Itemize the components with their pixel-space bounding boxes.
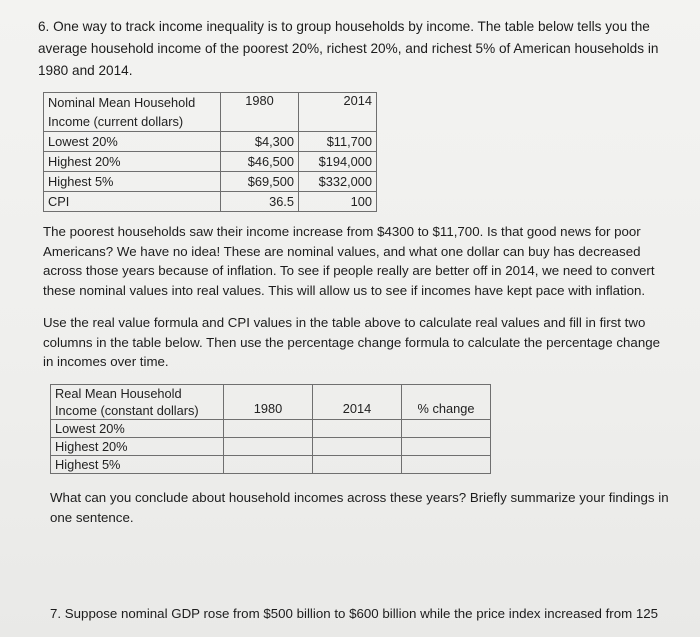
table-header-row bbox=[51, 385, 491, 420]
answer-cell-1980[interactable] bbox=[224, 438, 313, 456]
column-header-1980: 1980 bbox=[221, 93, 299, 132]
paragraph-instructions: Use the real value formula and CPI values in the table above to calculate real values and fill in first two columns in the table below. Then use the percentage change formula to calculate the percentage change in incomes over time. bbox=[43, 315, 661, 370]
cell-1980: $4,300 bbox=[221, 132, 299, 152]
row-label: Highest 5% bbox=[51, 456, 224, 474]
table-row bbox=[44, 192, 377, 212]
table-row bbox=[44, 172, 377, 192]
column-header-2014: 2014 bbox=[299, 93, 377, 132]
real-income-table bbox=[50, 384, 491, 474]
question-6-intro: 6. One way to track income inequality is to group households by income. The table below tells you the average household income of the poorest 20%, richest 20%, and richest 5% of American households in 1980 and 2014. bbox=[38, 19, 659, 78]
table-row bbox=[51, 438, 491, 456]
answer-cell-percent-change[interactable] bbox=[402, 438, 491, 456]
row-label: Lowest 20% bbox=[44, 132, 221, 152]
answer-cell-1980[interactable] bbox=[224, 456, 313, 474]
paragraph-conclusion-prompt: What can you conclude about household incomes across these years? Briefly summarize your findings in one sentence. bbox=[50, 490, 669, 525]
row-label: Highest 20% bbox=[44, 152, 221, 172]
table-header-label: Nominal Mean Household Income (current dollars) bbox=[44, 93, 221, 132]
table-header-label: Real Mean Household Income (constant dollars) bbox=[51, 385, 224, 420]
row-label: CPI bbox=[44, 192, 221, 212]
row-label: Highest 5% bbox=[44, 172, 221, 192]
row-label: Highest 20% bbox=[51, 438, 224, 456]
column-header-2014: 2014 bbox=[313, 385, 402, 420]
cell-1980: $46,500 bbox=[221, 152, 299, 172]
cell-2014: 100 bbox=[299, 192, 377, 212]
answer-cell-1980[interactable] bbox=[224, 420, 313, 438]
column-header-1980: 1980 bbox=[224, 385, 313, 420]
table-row bbox=[44, 152, 377, 172]
table-row bbox=[51, 420, 491, 438]
answer-cell-percent-change[interactable] bbox=[402, 456, 491, 474]
row-label: Lowest 20% bbox=[51, 420, 224, 438]
cell-1980: 36.5 bbox=[221, 192, 299, 212]
answer-cell-2014[interactable] bbox=[313, 438, 402, 456]
table-header-row bbox=[44, 93, 377, 132]
table-row bbox=[44, 132, 377, 152]
question-7-text: 7. Suppose nominal GDP rose from $500 billion to $600 billion while the price index increased from 125 bbox=[50, 606, 659, 621]
cell-2014: $332,000 bbox=[299, 172, 377, 192]
paragraph-nominal-vs-real: The poorest households saw their income increase from $4300 to $11,700. Is that good news for poor Americans? We have no idea! These are nominal values, and what one dollar can buy has decreased across those years because of inflation. To see if people really are better off in 2014, we need to convert these nominal values into real values. This will allow us to see if incomes have kept pace with inflation. bbox=[43, 224, 655, 298]
answer-cell-2014[interactable] bbox=[313, 456, 402, 474]
answer-cell-2014[interactable] bbox=[313, 420, 402, 438]
nominal-income-table bbox=[43, 92, 377, 212]
table-row bbox=[51, 456, 491, 474]
cell-1980: $69,500 bbox=[221, 172, 299, 192]
cell-2014: $11,700 bbox=[299, 132, 377, 152]
cell-2014: $194,000 bbox=[299, 152, 377, 172]
answer-cell-percent-change[interactable] bbox=[402, 420, 491, 438]
column-header-percent-change: % change bbox=[402, 385, 491, 420]
